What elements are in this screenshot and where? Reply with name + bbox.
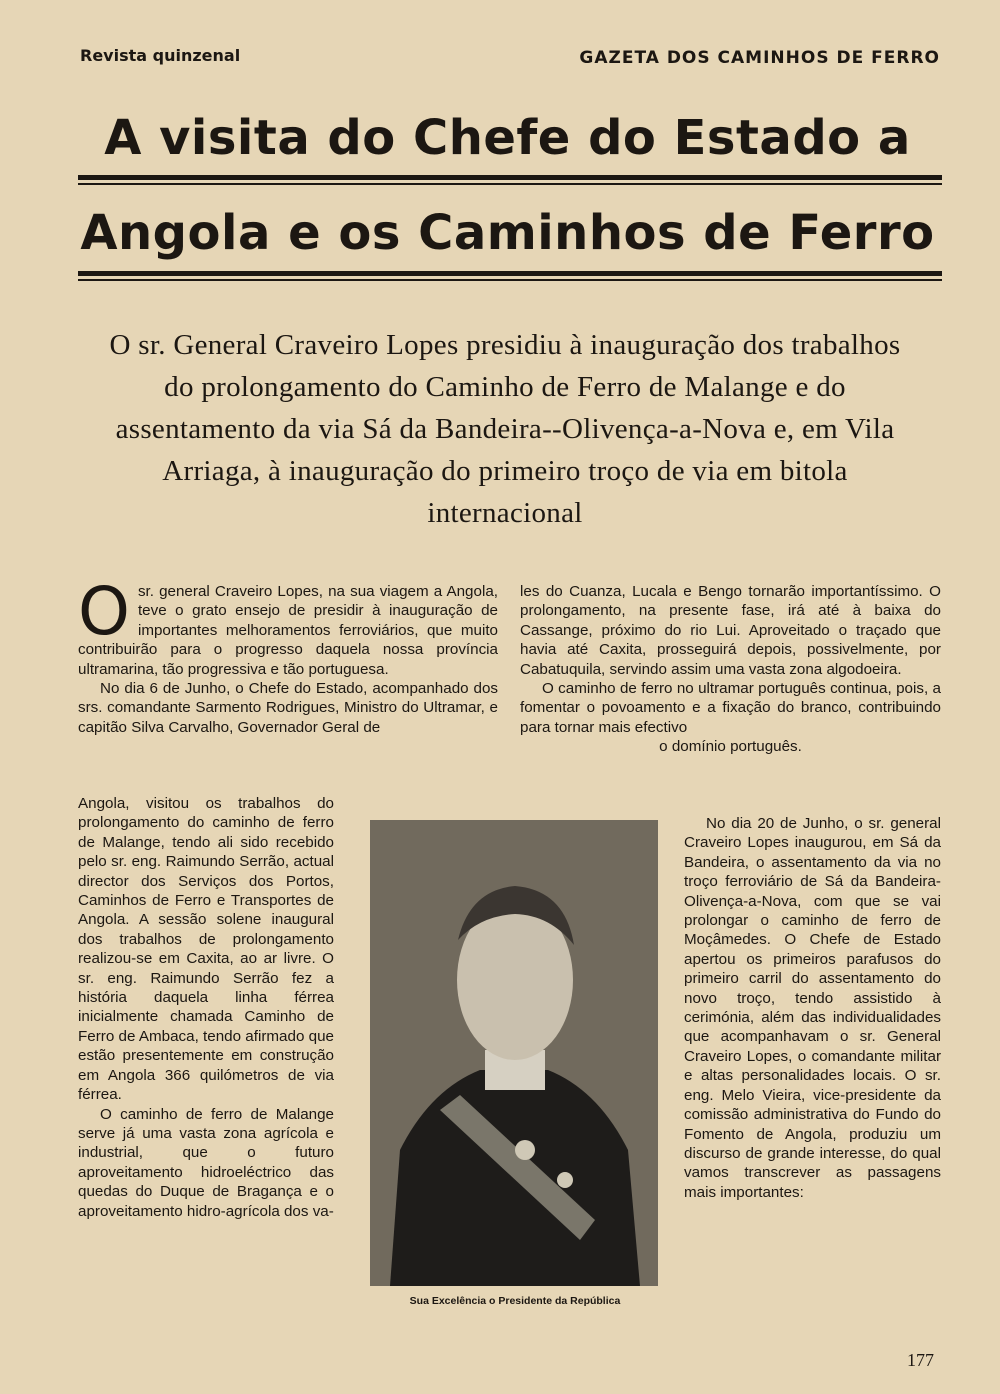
- photo-caption: Sua Excelência o Presidente da República: [409, 1295, 621, 1307]
- title-rule: [78, 279, 942, 281]
- portrait-figure: [370, 820, 658, 1286]
- paragraph-2b: Angola, visitou os trabalhos do prolongamento do caminho de ferro de Malange, tendo ali sido recebido pelo sr. eng. Raimundo Serrão, actual director dos Serviços dos Portos, Caminhos de Ferro e Transportes de Angola. A sessão solene inaugural dos trabalhos de prolongamento realizou-se em Caxita, ao ar livre. O sr. eng. Raimundo Serrão fez a história daquela linha férrea inicialmente chamada Caminho de Ferro de Ambaca, tendo afirmado que estão presentemente em construção em Angola 366 quilómetros de via férrea.: [78, 795, 334, 1104]
- column-left-top: [78, 573, 498, 737]
- paragraph-1: sr. general Craveiro Lopes, na sua viagem a Angola, teve o grato ensejo de presidir à inauguração de importantes melhoramentos ferroviários, que muito contribuirão para o progresso daquela nossa província ultramarina, tão progressiva e tão portuguesa.: [78, 583, 498, 678]
- column-right-bottom: [684, 814, 941, 1202]
- subtitle: O sr. General Craveiro Lopes presidiu à inauguração dos trabalhos do prolongamento do Caminho de Ferro de Malange e do assentamento da via Sá da Bandeira--Olivença-a-Nova e, em Vila Arriaga, à inauguração do primeiro troço de via em bitola internacional: [109, 329, 901, 529]
- page-number: 177: [907, 1350, 934, 1370]
- paragraph-5: O caminho de ferro no ultramar português continua, pois, a fomentar o povoamento e a fixação do branco, contribuindo para tornar mais efectivo: [520, 680, 941, 736]
- paragraph-6: No dia 20 de Junho, o sr. general Craveiro Lopes inaugurou, em Sá da Bandeira, o assentamento da via no troço ferroviário de Sá da Bandeira-Olivença-a-Nova, com que se vai prolongar o caminho de ferro de Moçâmedes. O Chefe de Estado apertou os primeiros parafusos do primeiro carril do assentamento do novo troço, tendo assistido à cerimónia, além das individualidades que acompanhavam o sr. General Craveiro Lopes, o comandante militar e altas personalidades locais. O sr. eng. Melo Vieira, vice-presidente da comissão administrativa do Fundo do Fomento de Angola, produziu um discurso de grande interesse, do qual vamos transcrever as passagens mais importantes:: [684, 815, 941, 1201]
- title-line-1: A visita do Chefe do Estado a: [104, 110, 911, 166]
- paragraph-3: O caminho de ferro de Malange serve já uma vasta zona agrícola e industrial, que o futuro aproveitamento hidroeléctrico das quedas do Duque de Bragança e o aproveitamento hidro-agrícola dos va-: [78, 1105, 334, 1220]
- header-right: GAZETA DOS CAMINHOS DE FERRO: [579, 48, 940, 68]
- paragraph-2a: No dia 6 de Junho, o Chefe do Estado, acompanhado dos srs. comandante Sarmento Rodrigues, Ministro do Ultramar, e capitão Silva Carvalho, Governador Geral de: [78, 680, 498, 736]
- paragraph-4: les do Cuanza, Lucala e Bengo tornarão importantíssimo. O prolongamento, na presente fase, irá até à baixa do Cassange, próximo do rio Lui. Aproveitado o traçado que havia até Caxita, prosseguirá depois, possivelmente, por Cabatuquila, servindo assim uma vasta zona algodoeira.: [520, 583, 941, 678]
- paragraph-5-end: o domínio português.: [659, 738, 802, 756]
- column-left-bottom: [78, 794, 334, 1221]
- drop-cap: O: [78, 573, 130, 650]
- title-rule: [78, 183, 942, 185]
- title-rule: [78, 271, 942, 276]
- column-right-top: [520, 582, 941, 757]
- portrait-photo: [370, 820, 658, 1286]
- title-line-2: Angola e os Caminhos de Ferro: [80, 205, 935, 261]
- header-left: Revista quinzenal: [80, 46, 241, 65]
- title-rule: [78, 175, 942, 180]
